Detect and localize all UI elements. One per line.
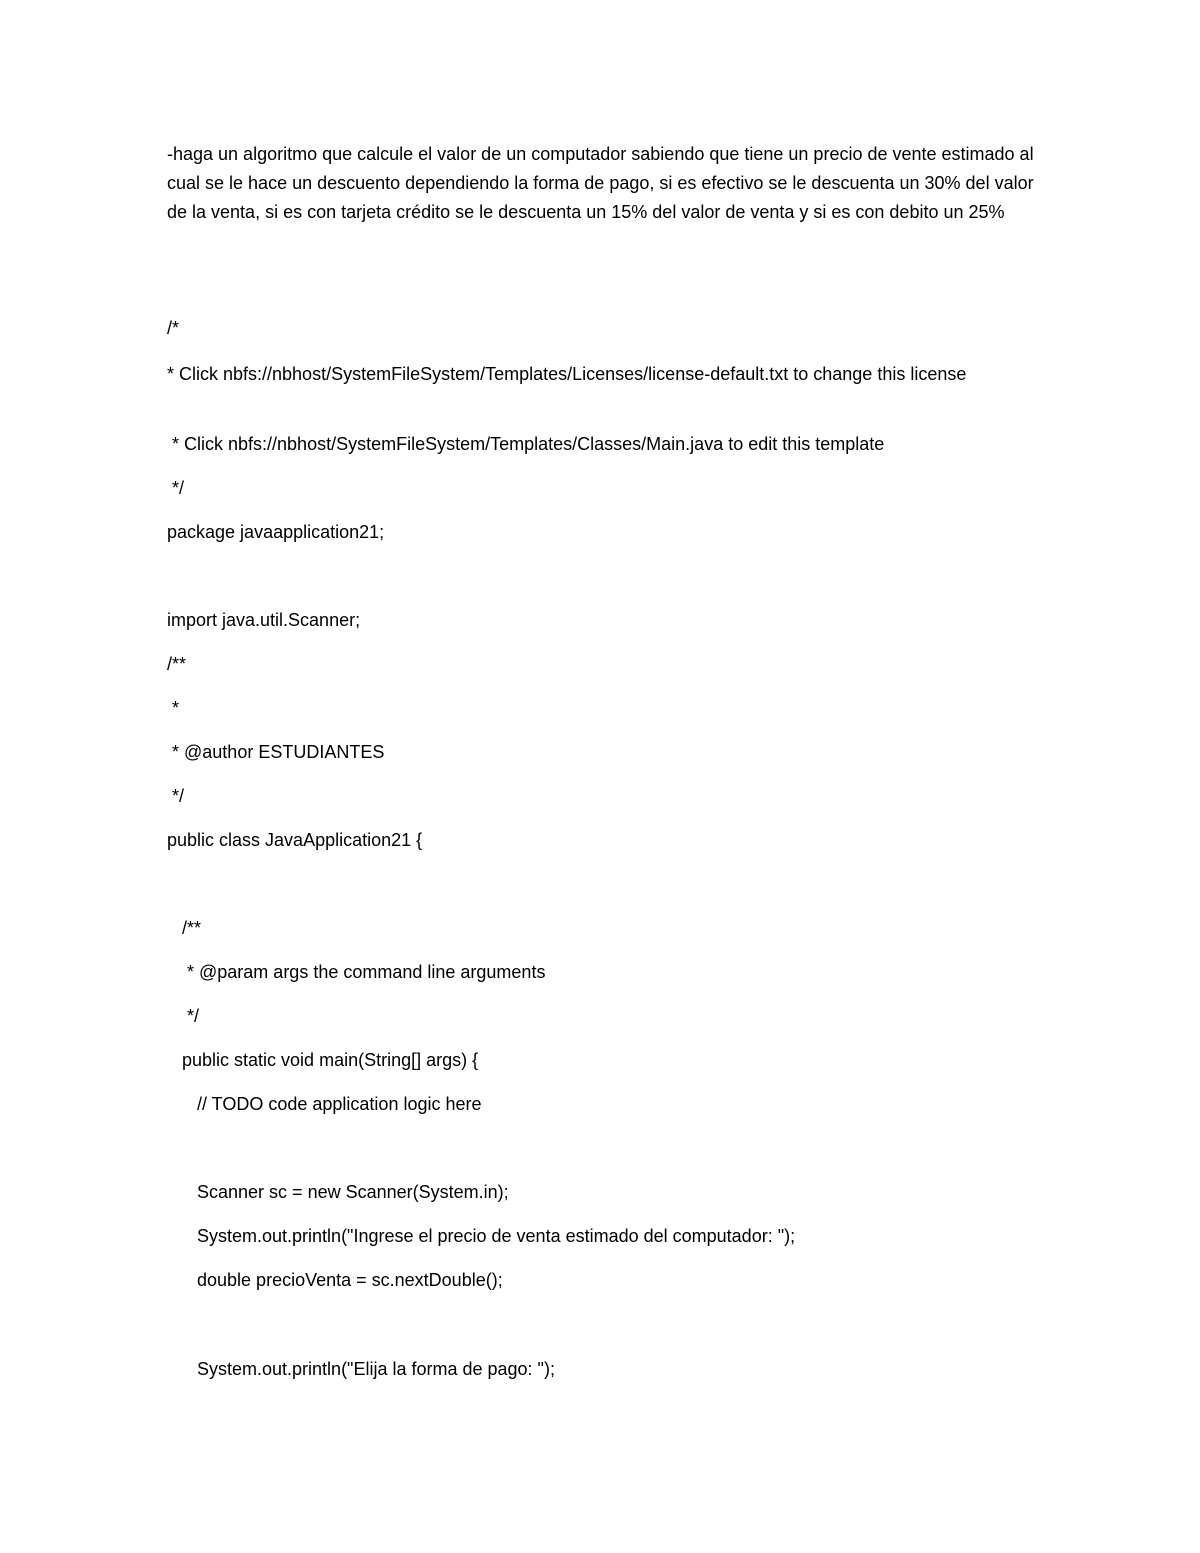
code-line: /*	[167, 318, 180, 338]
code-line: * @author ESTUDIANTES	[167, 742, 385, 762]
code-line: /**	[167, 654, 187, 674]
code-line: */	[167, 478, 185, 498]
code-line: // TODO code application logic here	[167, 1094, 482, 1114]
code-line: double precioVenta = sc.nextDouble();	[167, 1270, 503, 1290]
intro-paragraph: -haga un algoritmo que calcule el valor de un computador sabiendo que tiene un precio de vente estimado al cual se le hace un descuento dependiendo la forma de pago, si es efectivo se le descuenta un 30% del valor de la venta, si es con tarjeta crédito se le descuenta un 15% del valor de venta y si es con debito un 25%	[167, 144, 1034, 222]
code-line: */	[167, 1006, 200, 1026]
code-line: Scanner sc = new Scanner(System.in);	[167, 1182, 509, 1202]
code-line: * Click nbfs://nbhost/SystemFileSystem/Templates/Licenses/license-default.txt to change this license	[167, 364, 967, 384]
code-line: /**	[167, 918, 202, 938]
code-line: public class JavaApplication21 {	[167, 830, 423, 850]
code-line: public static void main(String[] args) {	[167, 1050, 479, 1070]
code-line: * @param args the command line arguments	[167, 962, 546, 982]
code-line: *	[167, 698, 180, 718]
code-line: */	[167, 786, 185, 806]
code-line: import java.util.Scanner;	[167, 610, 361, 630]
code-line: System.out.println("Ingrese el precio de venta estimado del computador: ");	[167, 1226, 796, 1246]
code-line: System.out.println("Elija la forma de pago: ");	[167, 1359, 555, 1379]
code-line: package javaapplication21;	[167, 522, 385, 542]
code-line: * Click nbfs://nbhost/SystemFileSystem/Templates/Classes/Main.java to edit this template	[167, 434, 885, 454]
